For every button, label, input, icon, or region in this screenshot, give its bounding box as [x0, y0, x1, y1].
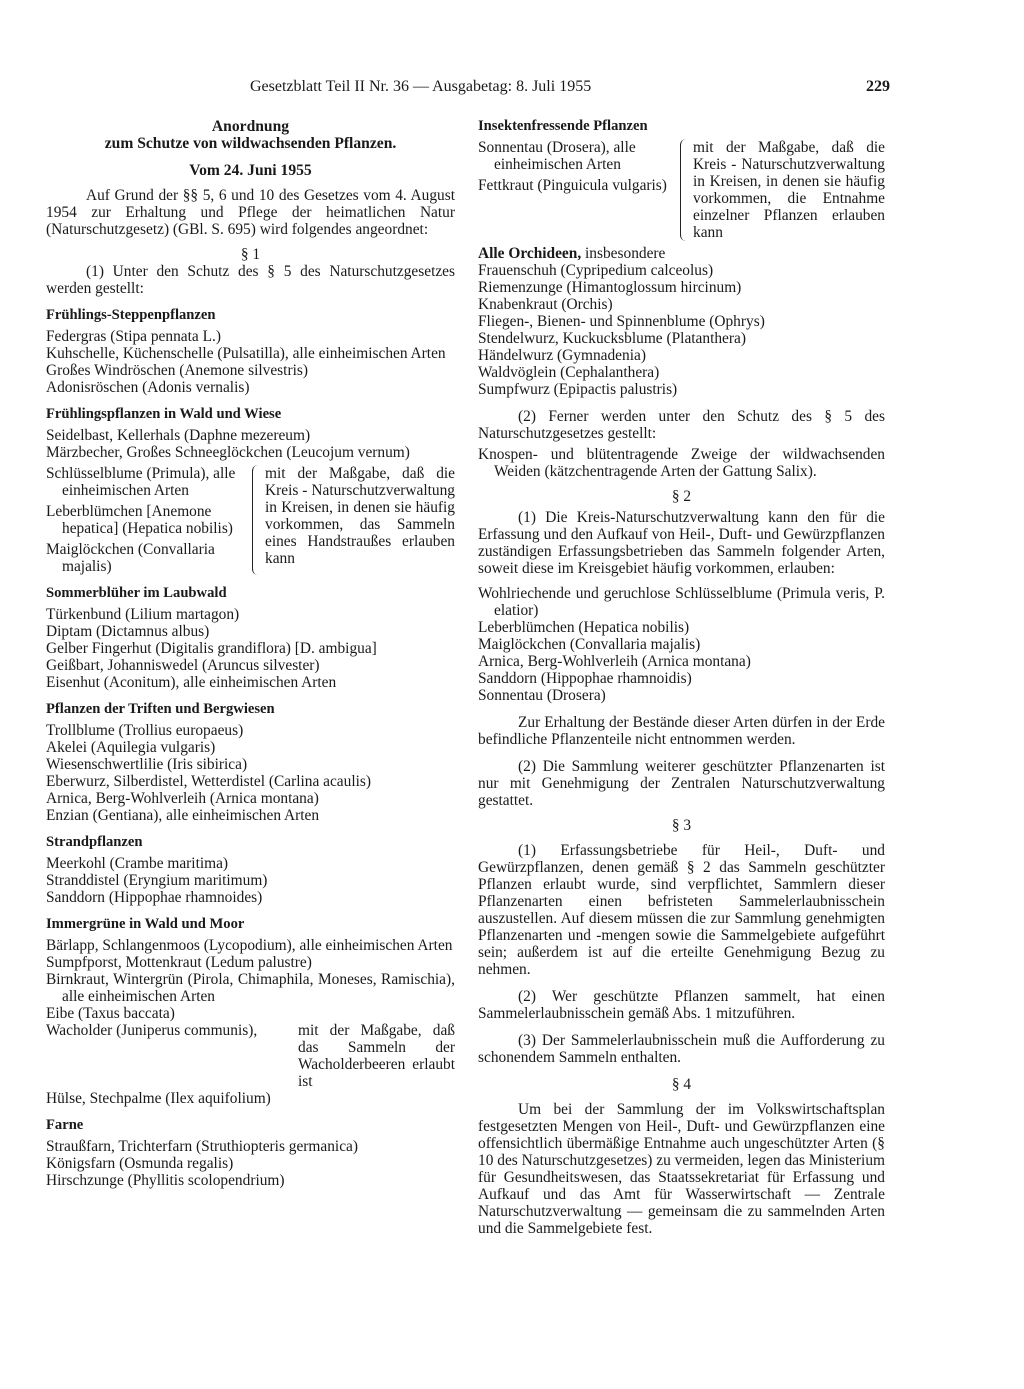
list-item: Maiglöckchen (Convallaria majalis)	[478, 636, 701, 653]
list-item: Eberwurz, Silberdistel, Wetterdistel (Carlina acaulis)	[46, 773, 371, 790]
section-2-paragraph-1: (1) Die Kreis-Naturschutzverwaltung kann den für die Erfassung und den Aufkauf von Heil-, Duft- und Gewürzpflanzen zuständigen Erfassungsbetrieben das Sammeln folgender Arten, soweit diese im Kreisgebiet häufig vorkommen, erlauben:	[478, 509, 885, 577]
heading-farne: Farne	[46, 1117, 84, 1133]
heading-wald-und-wiese: Frühlingspflanzen in Wald und Wiese	[46, 406, 282, 422]
list-item: Leberblümchen (Hepatica nobilis)	[478, 619, 690, 636]
list-item: Wohlriechende und geruchlose Schlüsselblume (Primula veris, P. elatior)	[478, 585, 885, 619]
heading-fruehlings-steppenpflanzen: Frühlings-Steppenpflanzen	[46, 307, 216, 323]
list-item: Sumpfwurz (Epipactis palustris)	[478, 381, 678, 398]
bracketed-group-names	[46, 465, 246, 575]
list-item: Diptam (Dictamnus albus)	[46, 623, 210, 640]
running-title: Gesetzblatt Teil II Nr. 36 — Ausgabetag: 8. Juli 1955	[250, 78, 592, 95]
heading-strandpflanzen: Strandpflanzen	[46, 834, 143, 850]
heading-insektenfressende: Insektenfressende Pflanzen	[478, 118, 648, 134]
section-4-heading: § 4	[671, 1076, 692, 1093]
heading-orchideen-suffix: insbesondere	[581, 245, 666, 262]
list-item: Geißbart, Johanniswedel (Aruncus silvester)	[46, 657, 320, 674]
page-header	[250, 78, 890, 98]
list-item: Leberblümchen [Anemone hepatica] (Hepatica nobilis)	[46, 503, 233, 537]
list-item: Sumpfporst, Mottenkraut (Ledum palustre)	[46, 954, 312, 971]
bracketed-group-insekt	[478, 139, 885, 241]
list-item: Sanddorn (Hippophae rhamnoides)	[46, 889, 263, 906]
list-item: Sanddorn (Hippophae rhamnoidis)	[478, 670, 692, 687]
list-item: Adonisröschen (Adonis vernalis)	[46, 379, 250, 396]
list-item: Seidelbast, Kellerhals (Daphne mezereum)	[46, 427, 311, 444]
section-3-paragraph-2: (2) Wer geschützte Pflanzen sammelt, hat einen Sammelerlaubnisschein gemäß Abs. 1 mitzuführen.	[478, 988, 885, 1022]
section-2-paragraph-2: (2) Die Sammlung weiterer geschützter Pflanzenarten ist nur mit Genehmigung der Zentralen Naturschutzverwaltung gestattet.	[478, 758, 885, 809]
list-item: Wacholder (Juniperus communis),	[46, 1022, 258, 1039]
list-item: Fliegen-, Bienen- und Spinnenblume (Ophrys)	[478, 313, 765, 330]
section-1-paragraph-1: (1) Unter den Schutz des § 5 des Naturschutzgesetzes werden gestellt:	[46, 263, 455, 297]
list-item: Enzian (Gentiana), alle einheimischen Arten	[46, 807, 320, 824]
list-triften-bergwiesen	[46, 722, 455, 824]
list-item: Fettkraut (Pinguicula vulgaris)	[478, 177, 667, 194]
list-strandpflanzen	[46, 855, 455, 906]
wacholder-note: mit der Maßgabe, daß das Sammeln der Wacholderbeeren erlaubt ist	[298, 1022, 455, 1090]
list-item: Kuhschelle, Küchenschelle (Pulsatilla), alle einheimischen Arten	[46, 345, 446, 362]
list-item: Hirschzunge (Phyllitis scolopendrium)	[46, 1172, 285, 1189]
heading-orchideen: Alle Orchideen,	[478, 245, 582, 262]
list-item: Schlüsselblume (Primula), alle einheimischen Arten	[46, 465, 236, 499]
list-item: Federgras (Stipa pennata L.)	[46, 328, 221, 345]
list-farne	[46, 1138, 455, 1189]
list-item: Arnica, Berg-Wohlverleih (Arnica montana)	[478, 653, 751, 670]
left-column	[46, 118, 455, 1189]
list-item: Stranddistel (Eryngium maritimum)	[46, 872, 268, 889]
curly-brace	[680, 139, 691, 241]
list-fruehlings-steppenpflanzen	[46, 328, 455, 396]
list-item: Birnkraut, Wintergrün (Pirola, Chimaphila, Moneses, Ramischia), alle einheimischen Arten	[46, 971, 455, 1005]
list-item: Arnica, Berg-Wohlverleih (Arnica montana)	[46, 790, 319, 807]
section-1-heading: § 1	[240, 246, 261, 263]
list-section-2	[478, 585, 885, 704]
list-item: Eibe (Taxus baccata)	[46, 1005, 175, 1022]
section-2-heading: § 2	[671, 488, 692, 505]
right-column	[478, 118, 885, 1237]
list-item: Maiglöckchen (Convallaria majalis)	[46, 541, 215, 575]
heading-triften-bergwiesen: Pflanzen der Triften und Bergwiesen	[46, 701, 275, 717]
section-1-paragraph-2: (2) Ferner werden unter den Schutz des § 5 des Naturschutzgesetzes gestellt:	[478, 408, 885, 442]
list-item: Königsfarn (Osmunda regalis)	[46, 1155, 234, 1172]
list-orchideen	[478, 262, 885, 398]
section-1-paragraph-2-list: Knospen- und blütentragende Zweige der wildwachsenden Weiden (kätzchentragende Arten der Gattung Salix).	[478, 446, 885, 480]
section-3-paragraph-3: (3) Der Sammelerlaubnisschein muß die Aufforderung zu schonendem Sammeln enthalten.	[478, 1032, 885, 1066]
list-item: Sonnentau (Drosera)	[478, 687, 606, 704]
section-4-paragraph-1: Um bei der Sammlung der im Volkswirtschaftsplan festgesetzten Mengen von Heil-, Duft- und Gewürzpflanzen eine offensichtlich übermäßige Entnahme auch ungeschützter Arten (§ 10 des Naturschutzgesetzes) zu vermeiden, legen das Ministerium für Gesundheitswesen, das Staatssekretariat für Erfassung und Aufkauf und das Amt für Wasserwirtschaft — Zentrale Naturschutzverwaltung — gemeinsam die zu sammelnden Arten und die Sammelgebiete fest.	[478, 1101, 885, 1237]
wacholder-entry	[46, 1022, 455, 1090]
list-item: Knabenkraut (Orchis)	[478, 296, 613, 313]
document-subtitle: zum Schutze von wildwachsenden Pflanzen.	[104, 135, 397, 152]
list-item: Hülse, Stechpalme (Ilex aquifolium)	[46, 1090, 271, 1107]
list-item: Straußfarn, Trichterfarn (Struthiopteris germanica)	[46, 1138, 358, 1155]
document-date: Vom 24. Juni 1955	[189, 162, 312, 179]
list-item: Riemenzunge (Himantoglossum hircinum)	[478, 279, 742, 296]
list-sommerblueher	[46, 606, 455, 691]
document-title: Anordnung	[211, 118, 290, 135]
list-item: Waldvöglein (Cephalanthera)	[478, 364, 660, 381]
list-item: Bärlapp, Schlangenmoos (Lycopodium), alle einheimischen Arten	[46, 937, 453, 954]
bracketed-group-note: mit der Maßgabe, daß die Kreis - Naturschutzverwaltung in Kreisen, in denen sie häufig vorkommen, die Entnahme einzelner Pflanzen erlauben kann	[693, 139, 885, 241]
list-item: Frauenschuh (Cypripedium calceolus)	[478, 262, 714, 279]
section-2-paragraph-1-tail: Zur Erhaltung der Bestände dieser Arten dürfen in der Erde befindliche Pflanzenteile nicht entnommen werden.	[478, 714, 885, 748]
list-item: Gelber Fingerhut (Digitalis grandiflora) [D. ambigua]	[46, 640, 377, 657]
bracketed-group-handstrauss	[46, 465, 455, 575]
curly-brace	[252, 465, 263, 575]
list-item: Händelwurz (Gymnadenia)	[478, 347, 646, 364]
heading-orchideen-line	[478, 245, 885, 262]
list-wald-und-wiese	[46, 427, 455, 461]
list-immergruene	[46, 937, 455, 1107]
section-3-paragraph-1: (1) Erfassungsbetriebe für Heil-, Duft- und Gewürzpflanzen, denen gemäß § 2 das Sammeln geschützter Pflanzen erlaubt wurde, sind verpflichtet, Sammlern dieser Pflanzenarten einen befristeten Sammelerlaubnisschein auszustellen. Auf diesem müssen die zur Sammlung genehmigten Pflanzenarten und -mengen sowie die Sammelgebiete aufgeführt sein; außerdem ist auf die erteilte Genehmigung Bezug zu nehmen.	[478, 842, 885, 978]
list-item: Sonnentau (Drosera), alle einheimischen Arten	[478, 139, 636, 173]
list-item: Eisenhut (Aconitum), alle einheimischen Arten	[46, 674, 337, 691]
list-item: Großes Windröschen (Anemone silvestris)	[46, 362, 308, 379]
intro-paragraph: Auf Grund der §§ 5, 6 und 10 des Gesetzes vom 4. August 1954 zur Erhaltung und Pflege der heimatlichen Natur (Naturschutzgesetz) (GBl. S. 695) wird folgendes angeordnet:	[46, 187, 455, 238]
bracketed-group-note: mit der Maßgabe, daß die Kreis - Naturschutzverwaltung in Kreisen, in denen sie häufig vorkommen, das Sammeln eines Handstraußes erlauben kann	[265, 465, 455, 567]
heading-sommerblueher: Sommerblüher im Laubwald	[46, 585, 227, 601]
list-item: Wiesenschwertlilie (Iris sibirica)	[46, 756, 248, 773]
heading-immergruene: Immergrüne in Wald und Moor	[46, 916, 245, 932]
list-item: Türkenbund (Lilium martagon)	[46, 606, 240, 623]
list-item: Trollblume (Trollius europaeus)	[46, 722, 244, 739]
list-item: Stendelwurz, Kuckucksblume (Platanthera)	[478, 330, 746, 347]
page-number: 229	[866, 78, 890, 95]
section-3-heading: § 3	[671, 817, 692, 834]
bracketed-group-names	[478, 139, 674, 241]
list-item: Märzbecher, Großes Schneeglöckchen (Leucojum vernum)	[46, 444, 410, 461]
list-item: Akelei (Aquilegia vulgaris)	[46, 739, 216, 756]
list-item: Meerkohl (Crambe maritima)	[46, 855, 229, 872]
